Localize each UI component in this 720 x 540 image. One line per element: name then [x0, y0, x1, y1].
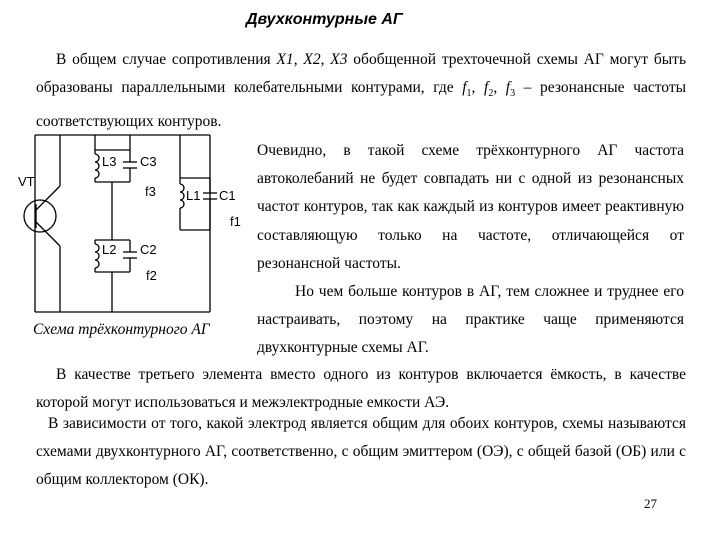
label-vt: VT — [18, 174, 35, 189]
label-l2: L2 — [102, 242, 117, 257]
paragraph-right-b: Но чем больше контуров в АГ, тем сложнее и труднее его настраивать, поэтому на практике чаще применяются двухконтурные схемы АГ. — [257, 283, 684, 357]
paragraph-electrode: В зависимости от того, какой электрод является общим для обоих контуров, схемы называются схемами двухконтурного АГ, соответственно, с общим эмиттером (ОЭ), с общей базой (ОБ) или с общим коллектором (ОК). — [36, 415, 686, 488]
figure-caption: Схема трёхконтурного АГ — [33, 321, 210, 338]
paragraph-third-element: В качестве третьего элемента вместо одного из контуров включается ёмкость, в качестве которой могут использоваться и межэлектродные емкости АЭ. — [36, 366, 686, 411]
paragraph-right-column — [257, 137, 684, 363]
label-c3: C3 — [140, 154, 157, 169]
circuit-diagram — [20, 130, 245, 315]
page-title: Двухконтурные АГ — [246, 11, 403, 28]
paragraph-intro: В общем случае сопротивления X1, X2, X3 обобщенной трехточечной схемы АГ могут быть образованы параллельными колебательными контурами, где $f_1$, $f_2$, $f_3$ – резонансные частоты соответствующих контуров. — [36, 51, 687, 131]
label-c2: C2 — [140, 242, 157, 257]
label-f3: f3 — [145, 184, 156, 199]
label-f2: f2 — [146, 268, 157, 283]
page-number: 27 — [644, 496, 657, 511]
label-c1: C1 — [219, 188, 236, 203]
label-l3: L3 — [102, 154, 117, 169]
paragraph-right-a: Очевидно, в такой схеме трёхконтурного АГ частота автоколебаний не будет совпадать ни с одной из резонансных частот контуров, так как каждый из контуров имеет реактивную составляющую только на частоте, отличающейся от резонансной частоты. — [257, 142, 684, 272]
label-f1: f1 — [230, 214, 241, 229]
label-l1: L1 — [186, 188, 201, 203]
